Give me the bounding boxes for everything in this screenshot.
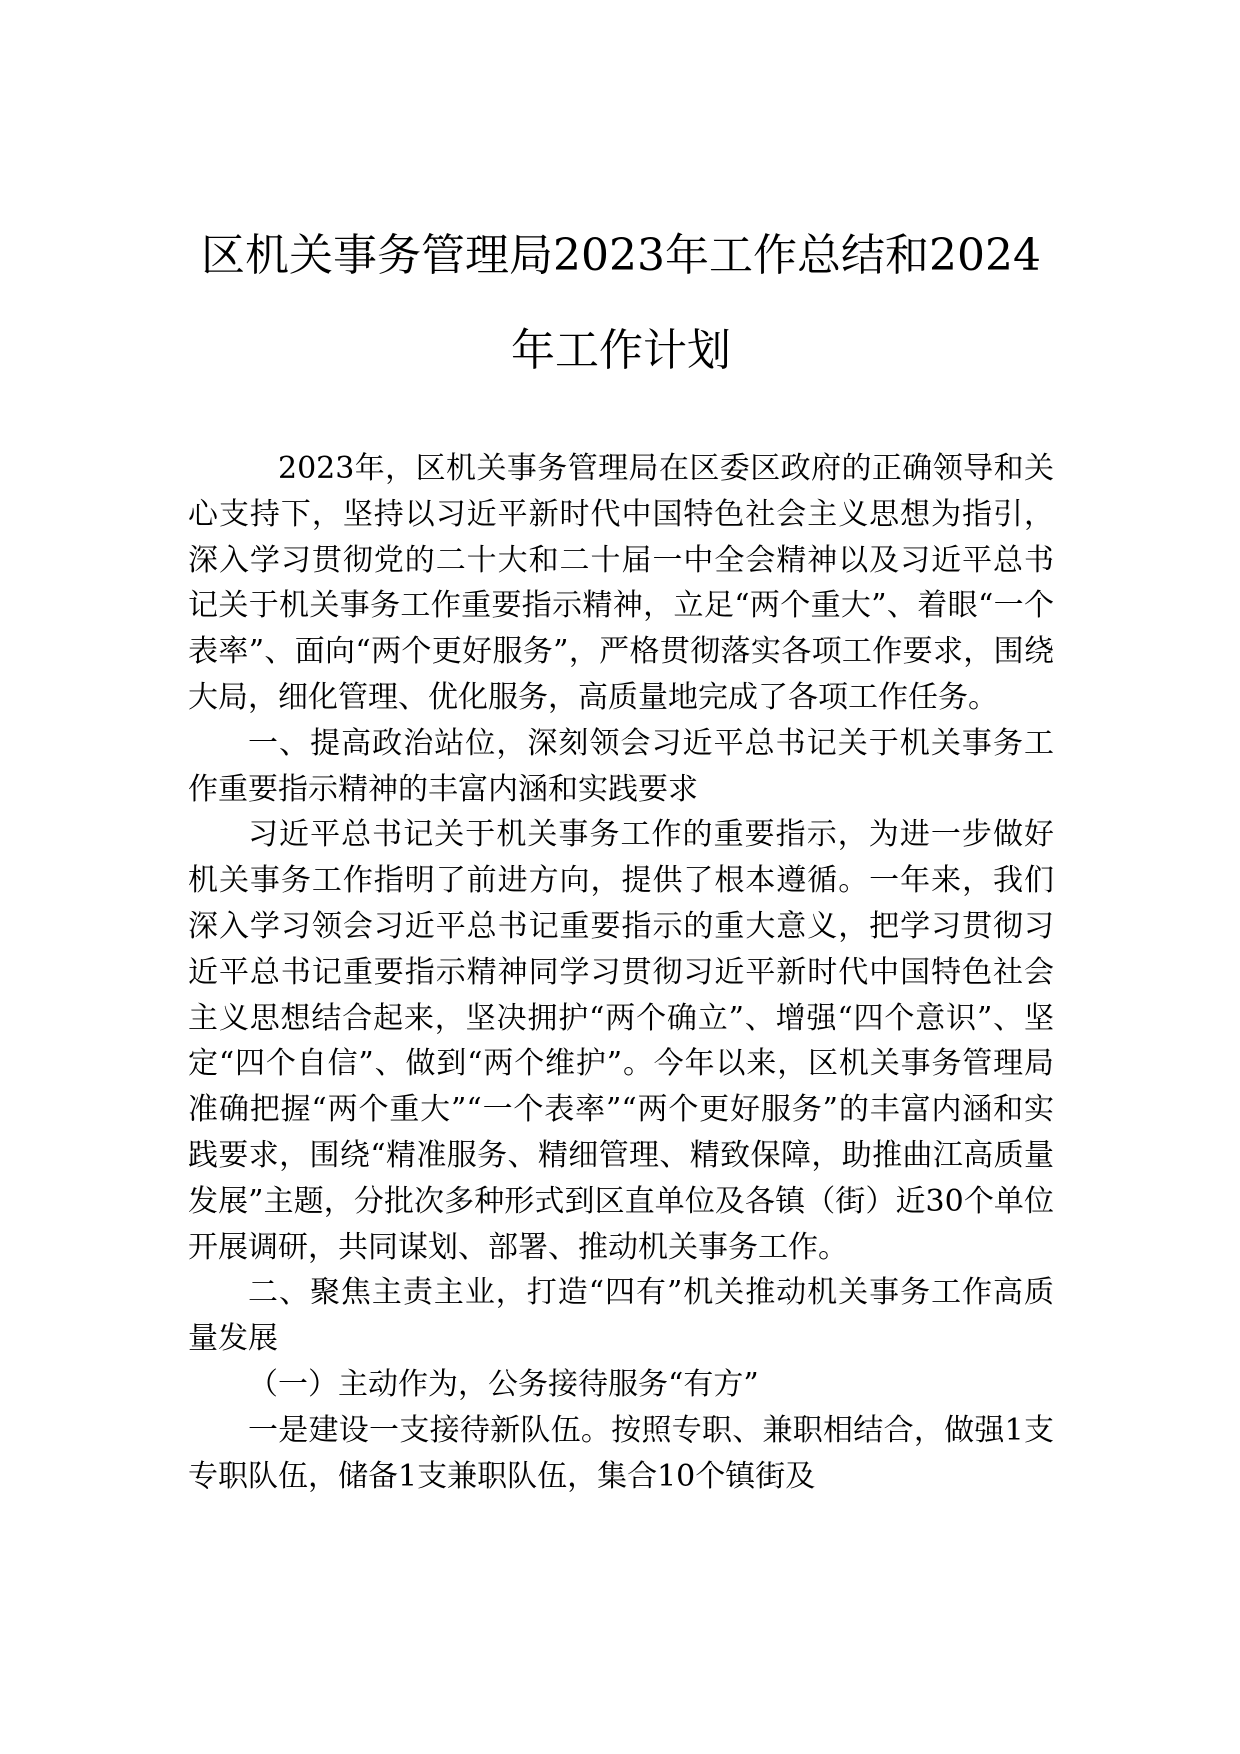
section-heading-2: 二、聚焦主责主业，打造“四有”机关推动机关事务工作高质量发展	[188, 1275, 1054, 1357]
document-page	[188, 0, 1054, 1754]
section-heading-1: 一、提高政治站位，深刻领会习近平总书记关于机关事务工作重要指示精神的丰富内涵和实践要求	[188, 725, 1054, 807]
subsection-heading-1: （一）主动作为，公务接待服务“有方”	[248, 1366, 759, 1402]
document-title	[188, 0, 1054, 398]
intro-paragraph: 2023年，区机关事务管理局在区委区政府的正确领导和关心支持下，坚持以习近平新时代中国特色社会主义思想为指引，深入学习贯彻党的二十大和二十届一中全会精神以及习近平总书记关于机关事务工作重要指示精神，立足“两个重大”、着眼“一个表率”、面向“两个更好服务”，严格贯彻落实各项工作要求，围绕大局，细化管理、优化服务，高质量地完成了各项工作任务。	[188, 451, 1054, 715]
document-body	[188, 446, 1054, 1499]
title-line-2: 年工作计划	[511, 325, 731, 376]
title-line-1: 区机关事务管理局2023年工作总结和2024	[201, 230, 1041, 281]
section-1-paragraph: 习近平总书记关于机关事务工作的重要指示，为进一步做好机关事务工作指明了前进方向，提供了根本遵循。一年来，我们深入学习领会习近平总书记重要指示的重大意义，把学习贯彻习近平总书记重要指示精神同学习贯彻习近平新时代中国特色社会主义思想结合起来，坚决拥护“两个确立”、增强“四个意识”、坚定“四个自信”、做到“两个维护”。今年以来，区机关事务管理局准确把握“两个重大”“一个表率”“两个更好服务”的丰富内涵和实践要求，围绕“精准服务、精细管理、精致保障，助推曲江高质量发展”主题，分批次多种形式到区直单位及各镇（街）近30个单位开展调研，共同谋划、部署、推动机关事务工作。	[188, 817, 1054, 1265]
subsection-1-paragraph: 一是建设一支接待新队伍。按照专职、兼职相结合，做强1支专职队伍，储备1支兼职队伍，集合10个镇街及	[188, 1412, 1054, 1494]
